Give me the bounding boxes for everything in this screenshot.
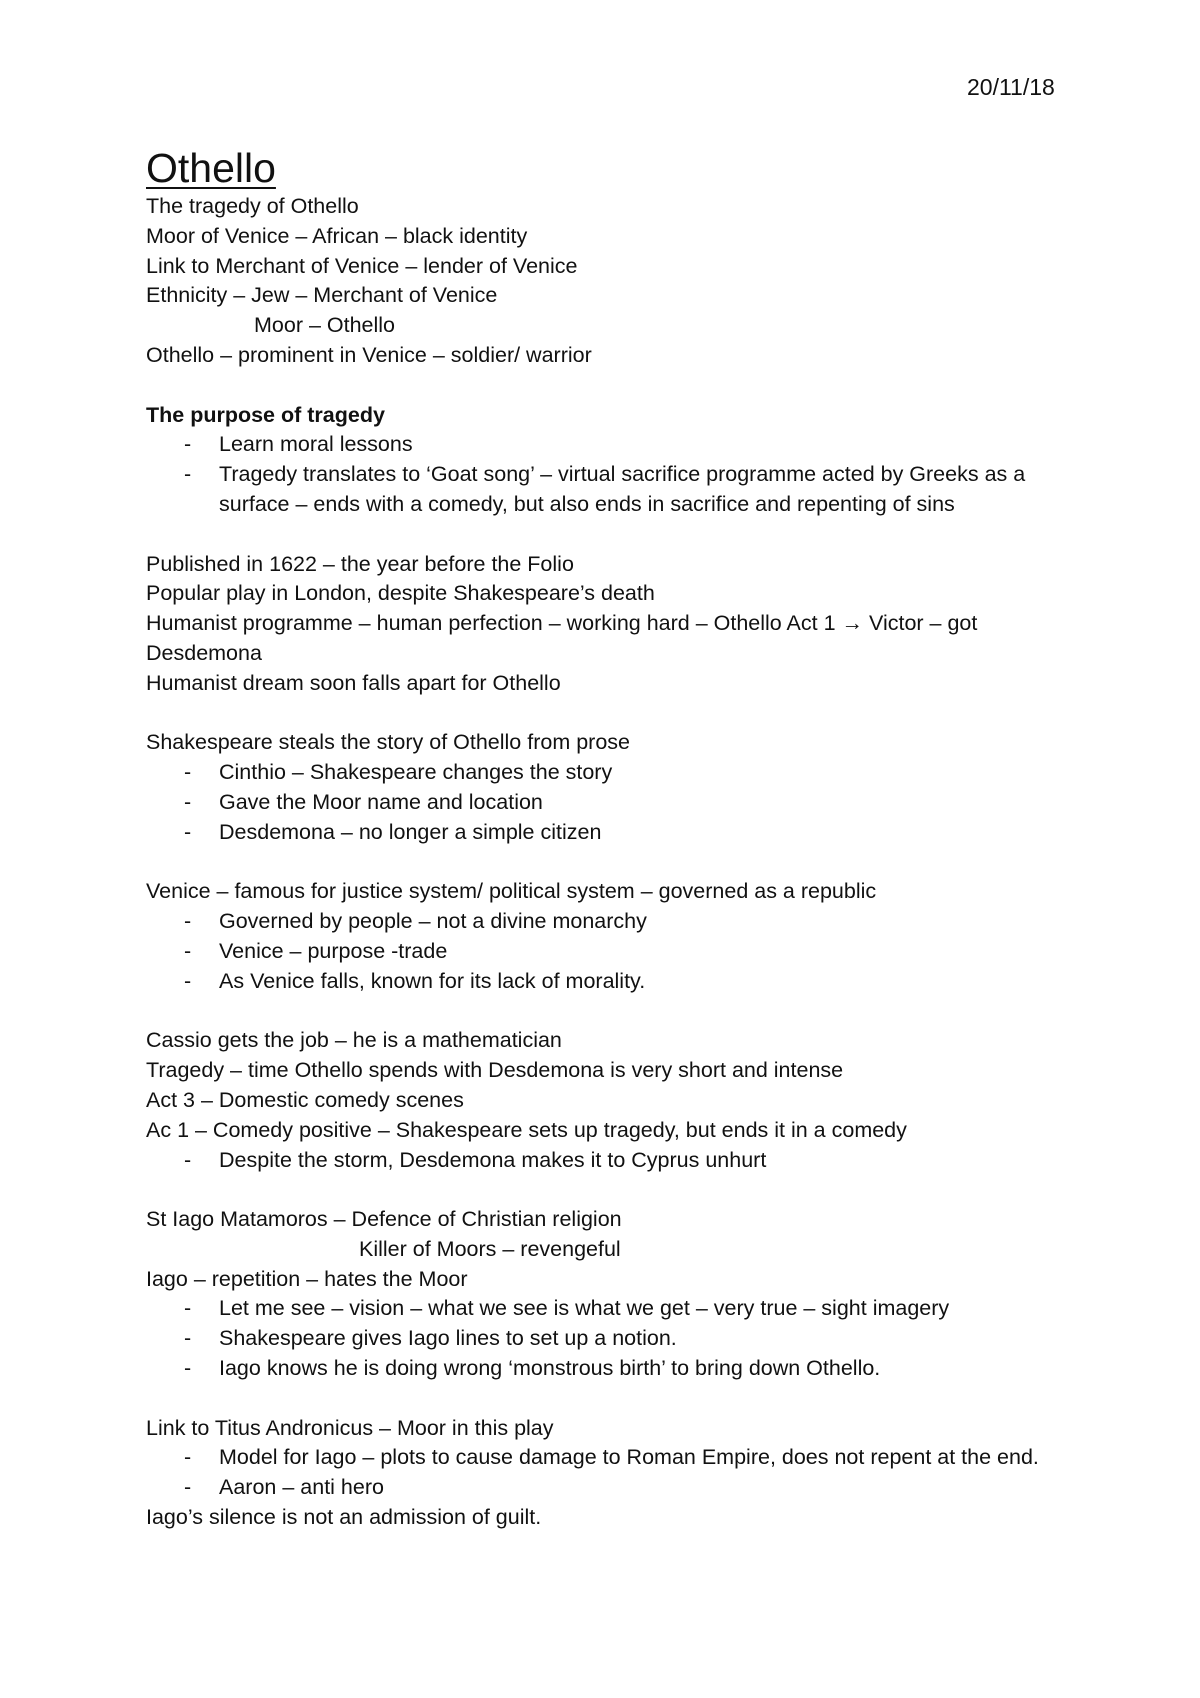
arrow-right-icon: → bbox=[841, 611, 864, 636]
bullet-item bbox=[146, 788, 1066, 818]
intro-line: Link to Merchant of Venice – lender of Venice bbox=[146, 253, 578, 278]
notes-body bbox=[146, 192, 1066, 1533]
note-line: Venice – famous for justice system/ political system – governed as a republic bbox=[146, 879, 877, 904]
bullet-item bbox=[146, 1443, 1066, 1473]
bullet-text: Despite the storm, Desdemona makes it to Cyprus unhurt bbox=[219, 1147, 767, 1172]
note-line: Link to Titus Andronicus – Moor in this play bbox=[146, 1415, 554, 1440]
bullet-marker: - bbox=[184, 938, 192, 963]
bullet-marker: - bbox=[184, 1356, 192, 1381]
bullet-text: Model for Iago – plots to cause damage to Roman Empire, does not repent at the end. bbox=[219, 1445, 1039, 1470]
bullet-text: Cinthio – Shakespeare changes the story bbox=[219, 760, 613, 785]
section-heading: The purpose of tragedy bbox=[146, 402, 385, 427]
note-line: Iago – repetition – hates the Moor bbox=[146, 1266, 468, 1291]
note-line: Tragedy – time Othello spends with Desdemona is very short and intense bbox=[146, 1058, 844, 1083]
note-line: Ac 1 – Comedy positive – Shakespeare sets up tragedy, but ends it in a comedy bbox=[146, 1117, 907, 1142]
bullet-item bbox=[146, 967, 1066, 997]
note-line: Act 3 – Domestic comedy scenes bbox=[146, 1087, 464, 1112]
bullet-text: Venice – purpose -trade bbox=[219, 938, 448, 963]
bullet-text: As Venice falls, known for its lack of morality. bbox=[219, 968, 646, 993]
note-line: St Iago Matamoros – Defence of Christian religion bbox=[146, 1207, 622, 1232]
note-line: Popular play in London, despite Shakespeare’s death bbox=[146, 581, 655, 606]
bullet-text: Tragedy translates to ‘Goat song’ – virtual sacrifice programme acted by Greeks as a surface – ends with a comedy, but also ends in sacrifice and repenting of sins bbox=[219, 462, 1026, 516]
bullet-item bbox=[146, 1354, 1066, 1384]
bullet-item bbox=[146, 937, 1066, 967]
date-label: 20/11/18 bbox=[967, 74, 1055, 100]
bullet-text: Iago knows he is doing wrong ‘monstrous birth’ to bring down Othello. bbox=[219, 1356, 881, 1381]
bullet-text: Desdemona – no longer a simple citizen bbox=[219, 819, 602, 844]
bullet-marker: - bbox=[184, 1326, 192, 1351]
intro-line: Moor – Othello bbox=[254, 313, 396, 338]
bullet-marker: - bbox=[184, 432, 192, 457]
bullet-item bbox=[146, 1324, 1066, 1354]
bullet-text: Governed by people – not a divine monarchy bbox=[219, 909, 647, 934]
intro-line: Ethnicity – Jew – Merchant of Venice bbox=[146, 283, 498, 308]
bullet-item bbox=[146, 758, 1066, 788]
note-line: Humanist dream soon falls apart for Othello bbox=[146, 670, 561, 695]
intro-line: The tragedy of Othello bbox=[146, 194, 359, 218]
bullet-marker: - bbox=[184, 760, 192, 785]
bullet-text: Let me see – vision – what we see is what we get – very true – sight imagery bbox=[219, 1296, 950, 1321]
bullet-item bbox=[146, 907, 1066, 937]
bullet-marker: - bbox=[184, 1475, 192, 1500]
page-title: Othello bbox=[146, 145, 276, 191]
bullet-item bbox=[146, 1146, 1066, 1176]
note-line: Published in 1622 – the year before the Folio bbox=[146, 551, 574, 576]
bullet-item bbox=[146, 1294, 1066, 1324]
bullet-text: Gave the Moor name and location bbox=[219, 789, 543, 814]
bullet-marker: - bbox=[184, 968, 192, 993]
bullet-item bbox=[146, 430, 1066, 460]
note-line: Cassio gets the job – he is a mathematician bbox=[146, 1028, 562, 1053]
bullet-marker: - bbox=[184, 1147, 192, 1172]
bullet-item bbox=[146, 1473, 1066, 1503]
note-line bbox=[146, 609, 1066, 669]
bullet-item bbox=[146, 460, 1066, 520]
bullet-marker: - bbox=[184, 819, 192, 844]
bullet-marker: - bbox=[184, 909, 192, 934]
note-text: Humanist programme – human perfection – working hard – Othello Act 1 bbox=[146, 611, 842, 636]
intro-line: Moor of Venice – African – black identity bbox=[146, 223, 528, 248]
bullet-text: Aaron – anti hero bbox=[219, 1475, 384, 1500]
bullet-text: Learn moral lessons bbox=[219, 432, 413, 457]
note-line: Killer of Moors – revengeful bbox=[359, 1236, 621, 1261]
bullet-marker: - bbox=[184, 1445, 192, 1470]
bullet-marker: - bbox=[184, 789, 192, 814]
intro-line: Othello – prominent in Venice – soldier/ warrior bbox=[146, 342, 592, 367]
note-line: Iago’s silence is not an admission of guilt. bbox=[146, 1505, 542, 1530]
note-text: Victor – got Desdemona bbox=[146, 611, 984, 665]
bullet-text: Shakespeare gives Iago lines to set up a notion. bbox=[219, 1326, 677, 1351]
bullet-marker: - bbox=[184, 462, 192, 487]
bullet-marker: - bbox=[184, 1296, 192, 1321]
note-line: Shakespeare steals the story of Othello from prose bbox=[146, 730, 630, 755]
bullet-item bbox=[146, 818, 1066, 848]
